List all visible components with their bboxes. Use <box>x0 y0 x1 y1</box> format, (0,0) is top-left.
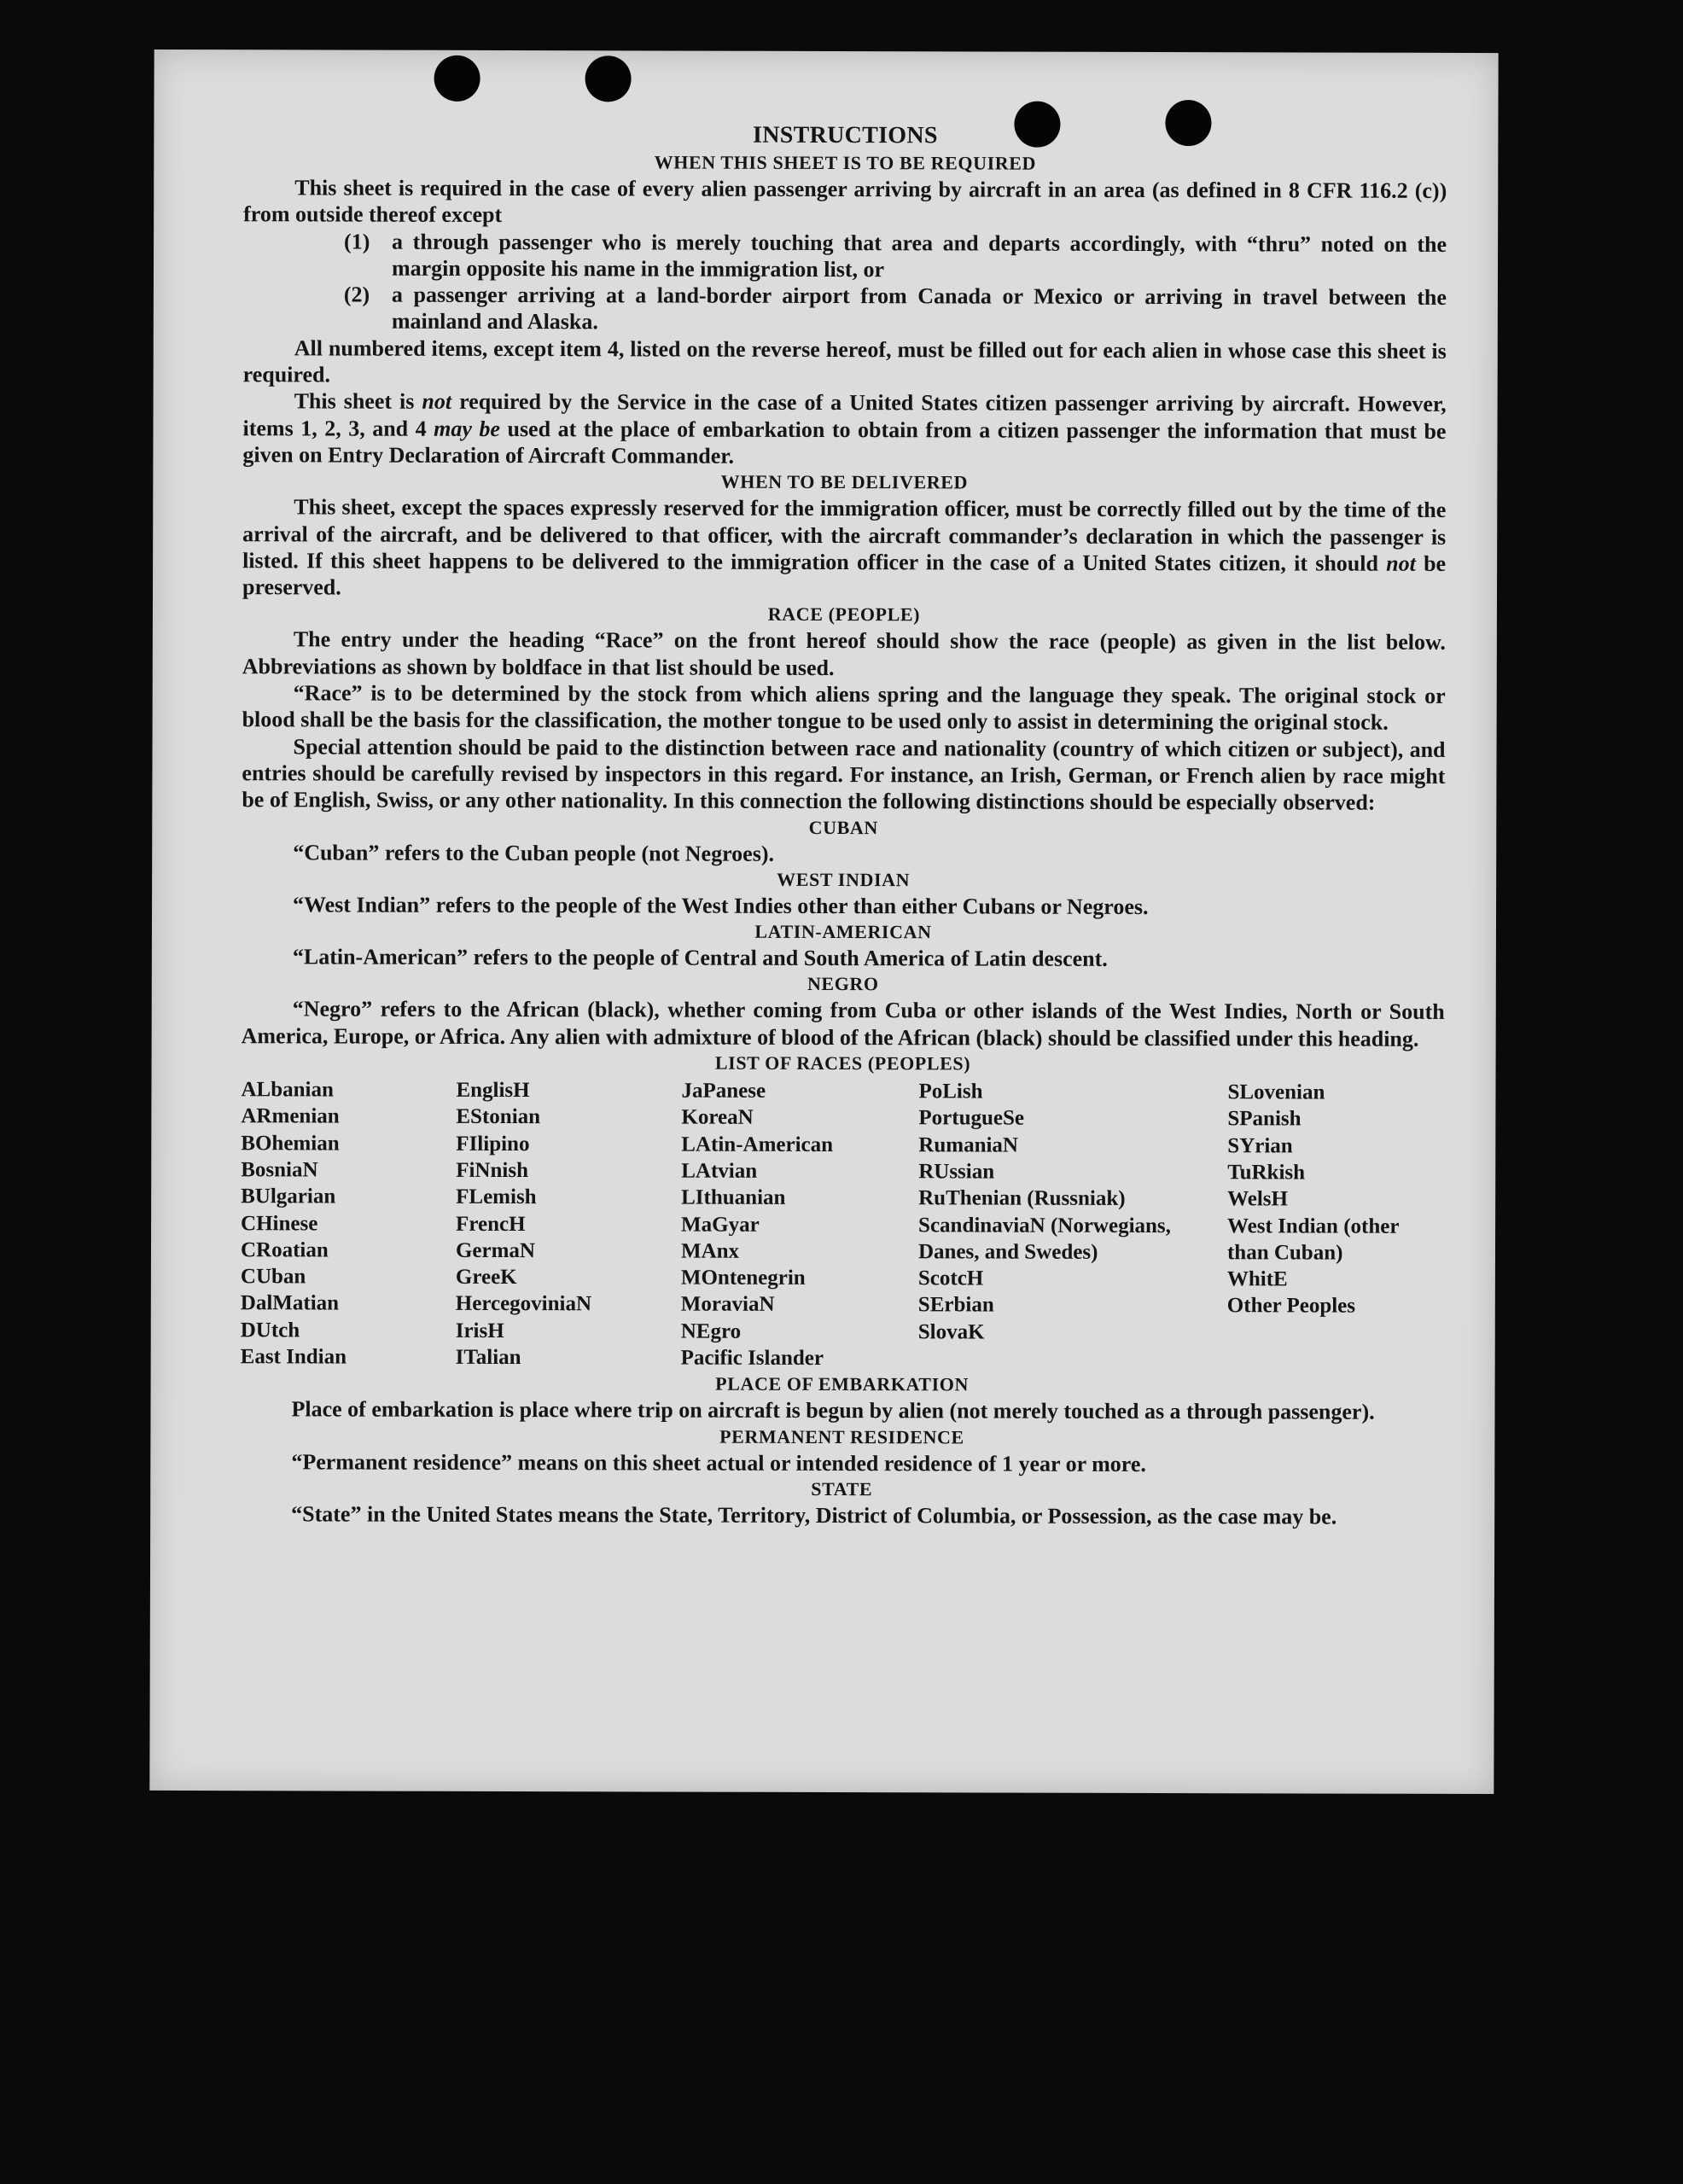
race-entry: PoLish <box>918 1080 983 1104</box>
section-heading-race: RACE (PEOPLE) <box>767 603 921 626</box>
exception-number: (1) <box>344 229 370 254</box>
embarkation-text: Place of embarkation is place where trip on aircraft is begun by alien (not merely touched as a through passenger). <box>291 1396 1375 1424</box>
section-heading-latin-american: LATIN-AMERICAN <box>754 920 932 943</box>
race-entry: SYrian <box>1227 1133 1293 1158</box>
section-heading-delivered: WHEN TO BE DELIVERED <box>720 470 969 493</box>
text-run: be preserved. <box>242 550 1447 600</box>
race-entry: DalMatian <box>240 1291 340 1315</box>
race-paragraph-3: Special attention should be paid to the distinction between race and nationality (country of which citizen or subject), and entries should be carefully revised by inspectors in this regard. For instance, an Irish, German, or French alien by race might be of English, Swiss, or any other nationality. In this connection the following distinctions should be especially observed: <box>242 734 1446 815</box>
race-entry: HercegoviniaN <box>455 1292 592 1316</box>
race-entry: BosniaN <box>241 1158 318 1182</box>
section-heading-residence: PERMANENT RESIDENCE <box>719 1425 964 1448</box>
race-entry: LAtvian <box>681 1159 758 1183</box>
races-column-5 <box>1227 1079 1445 1373</box>
race-entry: FLemish <box>456 1185 537 1209</box>
race-entry: LIthuanian <box>681 1185 786 1210</box>
document-sheet <box>149 50 1498 1794</box>
race-entry: ScandinaviaN (Norwegians, Danes, and Swedes) <box>917 1213 1171 1264</box>
section-heading-required: WHEN THIS SHEET IS TO BE REQUIRED <box>654 151 1037 174</box>
race-entry: EnglisH <box>456 1078 530 1103</box>
section-heading-state: STATE <box>811 1477 873 1500</box>
required-paragraph-2: All numbered items, except item 4, listed on the reverse hereof, must be filled out for each alien in whose case this sheet is required. <box>242 335 1447 387</box>
race-entry: MaGyar <box>681 1213 760 1237</box>
race-entry: MAnx <box>680 1239 740 1263</box>
race-entry: SLovenian <box>1227 1080 1325 1104</box>
race-entry: ALbanian <box>241 1078 334 1102</box>
text-run: required by the Service in the case of a United States citizen passenger arriving by aircraft. However, items 1, 2, 3, and 4 <box>242 389 1447 441</box>
delivered-paragraph <box>242 493 1446 603</box>
race-entry: BOhemian <box>241 1131 340 1156</box>
race-entry: JaPanese <box>681 1079 766 1103</box>
exception-text: a through passenger who is merely touching that area and departs accordingly, with “thru” noted on the margin opposite his name in the immigration list, or <box>391 229 1447 282</box>
race-entry: IrisH <box>455 1319 504 1342</box>
race-entry: ARmenian <box>241 1104 340 1128</box>
text-run: The entry under the heading “Race” on the front hereof should show the race (people) as given in the list below. Abbreviations as shown by <box>242 626 1446 679</box>
race-paragraph-1 <box>242 626 1446 683</box>
page-title: INSTRUCTIONS <box>752 121 938 149</box>
required-paragraph-1: This sheet is required in the case of every alien passenger arriving by aircraft in an area (as defined in 8 CFR 116.2 (c)) from outside thereof except <box>243 175 1447 228</box>
race-entry: CRoatian <box>240 1238 329 1262</box>
race-entry: EStonian <box>456 1105 541 1129</box>
race-entry: East Indian <box>240 1345 347 1369</box>
west-indian-text: “West Indian” refers to the people of the West Indies other than either Cubans or Negroes. <box>293 892 1149 919</box>
section-heading-embarkation: PLACE OF EMBARKATION <box>715 1372 970 1395</box>
race-entry: ITalian <box>455 1345 521 1370</box>
instructions-content <box>240 119 1447 1530</box>
punch-hole-2 <box>585 55 632 102</box>
punch-hole-1 <box>434 55 480 102</box>
race-entry: Other Peoples <box>1226 1294 1356 1319</box>
race-entry: LAtin-American <box>681 1133 834 1156</box>
boldface-word: boldface <box>502 654 583 680</box>
race-entry: TuRkish <box>1227 1161 1306 1185</box>
negro-text: “Negro” refers to the African (black), whether coming from Cuba or other islands of the West Indies, North or South America, Europe, or Africa. Any alien with admixture of blood of the African (black) should be classified under this heading. <box>241 996 1445 1051</box>
emphasis-text: not <box>422 389 452 415</box>
race-entry: WelsH <box>1227 1187 1289 1211</box>
emphasis-text: not <box>1386 550 1416 576</box>
races-list <box>241 1076 1445 1373</box>
race-entry: NEgro <box>680 1319 742 1343</box>
exception-text: a passenger arriving at a land-border airport from Canada or Mexico or arriving in travel between the mainland and Alaska. <box>391 282 1447 335</box>
text-run: This sheet is <box>294 388 422 415</box>
exception-number: (2) <box>343 282 370 307</box>
race-entry: SlovaK <box>917 1319 985 1344</box>
races-group <box>918 1265 1227 1346</box>
exception-item-2 <box>243 281 1447 337</box>
race-entry: DUtch <box>240 1318 300 1342</box>
latin-american-text: “Latin-American” refers to the people of Central and South America of Latin descent. <box>292 944 1108 971</box>
text-run: in that list should be used. <box>582 655 835 680</box>
race-entry: RumaniaN <box>918 1133 1019 1157</box>
race-entry: CUban <box>240 1265 306 1289</box>
section-heading-negro: NEGRO <box>807 973 879 995</box>
races-group <box>1227 1266 1444 1319</box>
race-entry: BUlgarian <box>241 1185 336 1208</box>
race-entry: FiNnish <box>456 1158 529 1183</box>
text-run: used at the place of embarkation to obtain from a citizen passenger the information that must be given on Entry Declaration of Aircraft Commander. <box>242 416 1447 469</box>
races-column-3 <box>681 1078 919 1372</box>
races-group <box>1227 1079 1444 1213</box>
cuban-text: “Cuban” refers to the Cuban people (not Negroes). <box>293 839 775 866</box>
required-paragraph-3 <box>242 388 1446 472</box>
section-heading-west-indian: WEST INDIAN <box>777 868 911 891</box>
race-entry: PortugueSe <box>918 1106 1025 1130</box>
races-column-4 <box>918 1078 1228 1372</box>
race-entry: Pacific Islander <box>680 1346 824 1370</box>
races-column-1 <box>241 1076 457 1371</box>
race-entry: FrencH <box>456 1212 526 1236</box>
race-entry: GermaN <box>455 1238 536 1262</box>
race-entry: WhitE <box>1226 1267 1288 1291</box>
residence-text: “Permanent residence” means on this sheet actual or intended residence of 1 year or more. <box>291 1448 1146 1476</box>
race-entry: CHinese <box>241 1211 318 1235</box>
races-column-2 <box>456 1077 682 1372</box>
races-group <box>918 1078 1227 1212</box>
race-entry: SErbian <box>917 1293 994 1317</box>
race-entry: RuThenian (Russniak) <box>918 1186 1126 1211</box>
section-heading-list-of-races: LIST OF RACES (PEOPLES) <box>714 1051 971 1075</box>
state-text: “State” in the United States means the State, Territory, District of Columbia, or Possession, as the case may be. <box>291 1501 1337 1529</box>
race-entry: KoreaN <box>681 1105 754 1130</box>
emphasis-text: may be <box>434 416 501 441</box>
race-entry: West Indian (other than Cuban) <box>1226 1214 1400 1265</box>
section-heading-cuban: CUBAN <box>808 816 878 838</box>
race-entry: MOntenegrin <box>680 1266 806 1290</box>
race-entry: RUssian <box>918 1160 995 1184</box>
race-entry: SPanish <box>1227 1107 1302 1131</box>
race-paragraph-2: “Race” is to be determined by the stock from which aliens spring and the language they speak. The original stock or blood shall be the basis for the classification, the mother tongue to be used only to assist in determining the original stock. <box>242 680 1446 736</box>
race-entry: GreeK <box>455 1265 517 1290</box>
race-entry: ScotcH <box>917 1267 984 1290</box>
race-entry: MoraviaN <box>680 1292 775 1317</box>
race-entry: FIlipino <box>456 1132 530 1156</box>
text-run: This sheet, except the spaces expressly reserved for the immigration officer, must be correctly filled out by the time of the arrival of the aircraft, and be delivered to that officer, with the aircraft commander’s declaration in which the passenger is listed. If this sheet happens to be delivered to the immigration officer in the case of a United States citizen, it should <box>242 494 1447 576</box>
exception-item-1 <box>243 228 1447 284</box>
